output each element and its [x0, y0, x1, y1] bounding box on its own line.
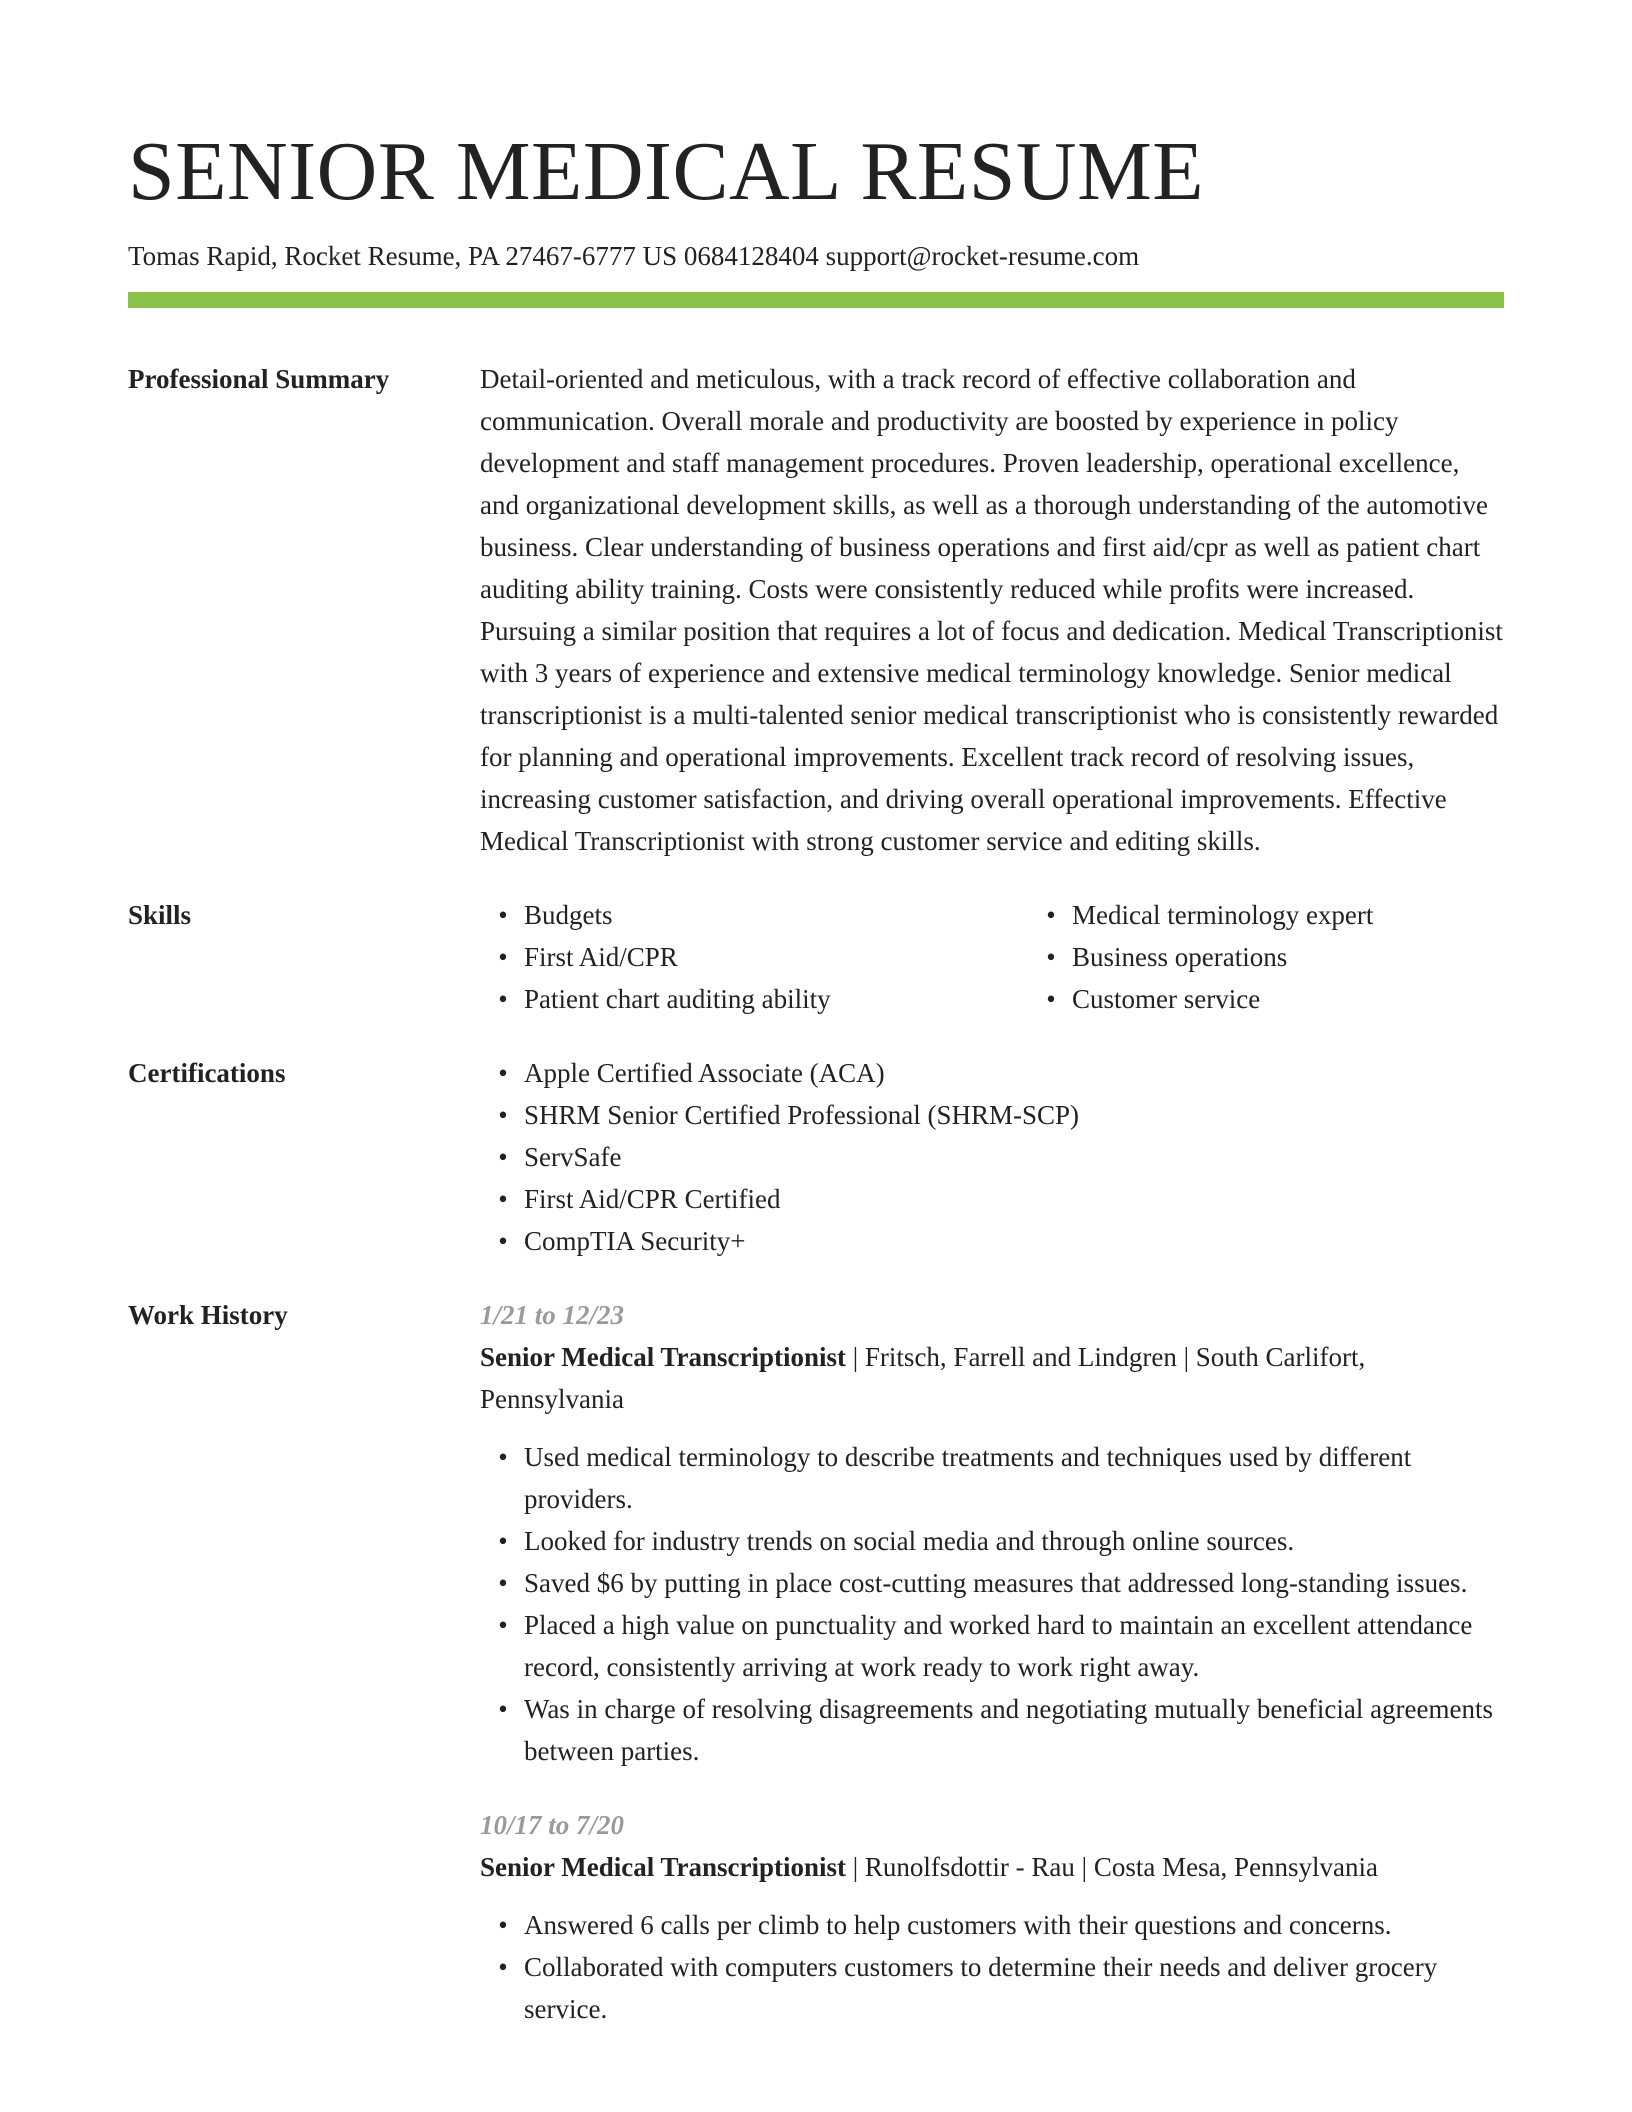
- job-bullet: [498, 1436, 1504, 1520]
- bullet-icon: •: [1046, 942, 1056, 973]
- section-heading-summary: Professional Summary: [128, 364, 390, 395]
- bullet-icon: •: [498, 984, 508, 1015]
- job-details: | Runolfsdottir - Rau | Costa Mesa, Pennsylvania: [846, 1852, 1379, 1883]
- certification-item: [498, 1094, 1504, 1136]
- certification-label: CompTIA Security+: [524, 1226, 746, 1257]
- job-header: [480, 1846, 1504, 1888]
- bullet-icon: •: [498, 942, 508, 973]
- job-entry: [480, 1294, 1504, 1772]
- job-header: [480, 1336, 1504, 1420]
- resume-page: [128, 118, 1504, 2030]
- job-entry: [480, 1804, 1504, 2030]
- job-title: Senior Medical Transcriptionist: [480, 1342, 847, 1373]
- skill-label: Medical terminology expert: [1072, 900, 1374, 931]
- skills-column-2: [1028, 894, 1576, 1020]
- skill-label: First Aid/CPR: [524, 942, 678, 973]
- bullet-icon: •: [498, 1142, 508, 1173]
- bullet-icon: •: [498, 900, 508, 931]
- bullet-icon: •: [498, 1226, 508, 1257]
- job-dates: 10/17 to 7/20: [480, 1810, 625, 1841]
- certification-item: [498, 1052, 1504, 1094]
- bullet-icon: •: [498, 1952, 508, 1983]
- skill-label: Budgets: [524, 900, 613, 931]
- work-history-section: [128, 1294, 1504, 2030]
- certifications-section: [128, 1052, 1504, 1262]
- certification-label: Apple Certified Associate (ACA): [524, 1058, 885, 1089]
- bullet-icon: •: [498, 1184, 508, 1215]
- job-bullets: [480, 1436, 1504, 1772]
- skill-item: [1046, 894, 1576, 936]
- job-bullet-text: Saved $6 by putting in place cost-cutting measures that addressed long-standing issues.: [524, 1568, 1468, 1599]
- certification-item: [498, 1136, 1504, 1178]
- job-bullet-text: Was in charge of resolving disagreements and negotiating mutually beneficial agreements between parties.: [524, 1694, 1494, 1767]
- accent-divider: [128, 292, 1504, 308]
- job-bullet: [498, 1562, 1504, 1604]
- skill-item: [498, 978, 1028, 1020]
- bullet-icon: •: [498, 1568, 508, 1599]
- section-heading-skills: Skills: [128, 900, 192, 931]
- bullet-icon: •: [498, 1610, 508, 1641]
- skill-item: [1046, 978, 1576, 1020]
- bullet-icon: •: [498, 1526, 508, 1557]
- skill-label: Patient chart auditing ability: [524, 984, 831, 1015]
- job-bullet: [498, 1946, 1504, 2030]
- job-bullet-text: Looked for industry trends on social media and through online sources.: [524, 1526, 1295, 1557]
- skill-item: [498, 936, 1028, 978]
- certification-label: First Aid/CPR Certified: [524, 1184, 781, 1215]
- skill-item: [1046, 936, 1576, 978]
- bullet-icon: •: [1046, 984, 1056, 1015]
- job-details: | Fritsch, Farrell and Lindgren | South Carlifort, Pennsylvania: [480, 1342, 1366, 1415]
- bullet-icon: •: [498, 1058, 508, 1089]
- skills-column-1: [480, 894, 1028, 1020]
- skill-label: Business operations: [1072, 942, 1288, 973]
- professional-summary-section: [128, 358, 1504, 862]
- job-bullet: [498, 1688, 1504, 1772]
- certification-label: SHRM Senior Certified Professional (SHRM-SCP): [524, 1100, 1080, 1131]
- job-dates: 1/21 to 12/23: [480, 1300, 625, 1331]
- job-bullet-text: Placed a high value on punctuality and worked hard to maintain an excellent attendance record, consistently arriving at work ready to work right away.: [524, 1610, 1473, 1683]
- certifications-content: [480, 1052, 1504, 1262]
- job-bullets: [480, 1904, 1504, 2030]
- bullet-icon: •: [498, 1100, 508, 1131]
- job-bullet-text: Answered 6 calls per climb to help customers with their questions and concerns.: [524, 1910, 1392, 1941]
- work-history-content: [480, 1294, 1504, 2030]
- resume-title: SENIOR MEDICAL RESUME: [128, 125, 1205, 218]
- skills-grid: [480, 894, 1576, 1020]
- contact-line: Tomas Rapid, Rocket Resume, PA 27467-6777 US 0684128404 support@rocket-resume.com: [128, 241, 1140, 271]
- bullet-icon: •: [498, 1694, 508, 1725]
- skill-label: Customer service: [1072, 984, 1261, 1015]
- skill-item: [498, 894, 1028, 936]
- job-bullet-text: Collaborated with computers customers to determine their needs and deliver grocery service.: [524, 1952, 1438, 2025]
- certifications-list: [480, 1052, 1504, 1262]
- skills-section: [128, 894, 1504, 1020]
- bullet-icon: •: [498, 1442, 508, 1473]
- job-bullet: [498, 1604, 1504, 1688]
- certification-label: ServSafe: [524, 1142, 622, 1173]
- section-heading-work-history: Work History: [128, 1300, 288, 1331]
- bullet-icon: •: [498, 1910, 508, 1941]
- bullet-icon: •: [1046, 900, 1056, 931]
- job-bullet: [498, 1520, 1504, 1562]
- summary-text: Detail-oriented and meticulous, with a track record of effective collaboration and communication. Overall morale and productivity are boosted by experience in policy development and staff management procedures. Proven leadership, operational excellence, and organizational development skills, as well as a thorough understanding of the automotive business. Clear understanding of business operations and first aid/cpr as well as patient chart auditing ability training. Costs were consistently reduced while profits were increased. Pursuing a similar position that requires a lot of focus and dedication. Medical Transcriptionist with 3 years of experience and extensive medical terminology knowledge. Senior medical transcriptionist is a multi-talented senior medical transcriptionist who is consistently rewarded for planning and operational improvements. Excellent track record of resolving issues, increasing customer satisfaction, and driving overall operational improvements. Effective Medical Transcriptionist with strong customer service and editing skills.: [480, 364, 1503, 857]
- certification-item: [498, 1220, 1504, 1262]
- job-bullet: [498, 1904, 1504, 1946]
- section-heading-certifications: Certifications: [128, 1058, 286, 1089]
- job-title: Senior Medical Transcriptionist: [480, 1852, 847, 1883]
- certification-item: [498, 1178, 1504, 1220]
- job-bullet-text: Used medical terminology to describe treatments and techniques used by different providers.: [524, 1442, 1412, 1515]
